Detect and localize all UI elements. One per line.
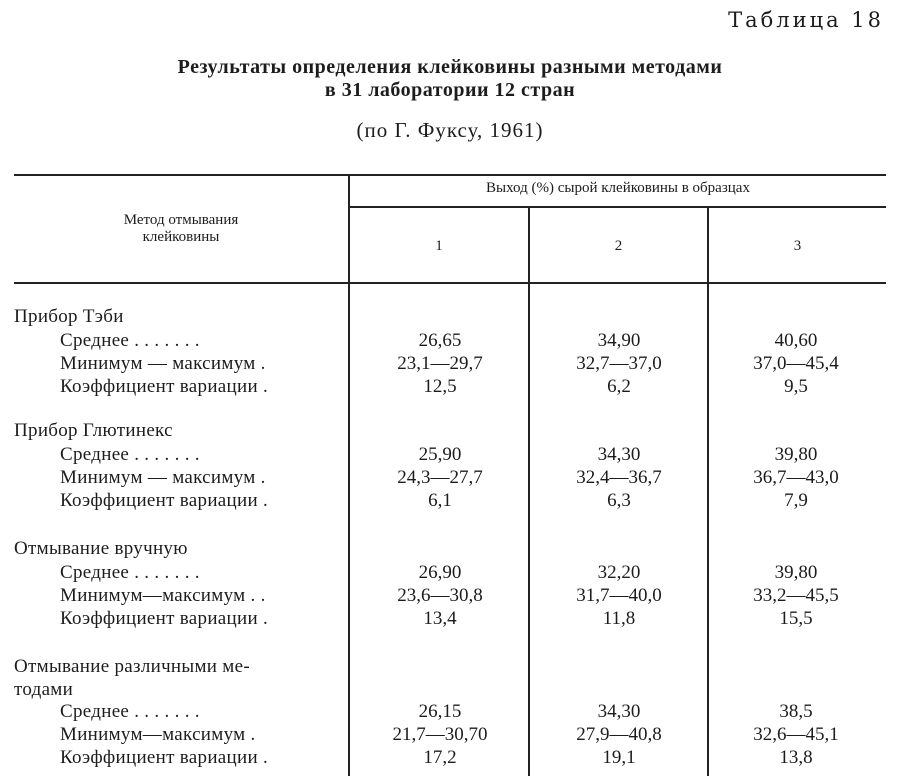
cell-sample-1: 26,90 <box>418 562 462 583</box>
group-title: Прибор Тэби <box>14 306 124 327</box>
row-label: Коэффициент вариации . <box>60 747 269 768</box>
cell-sample-1: 21,7—30,70 <box>392 724 488 745</box>
group-title: Прибор Глютинекс <box>14 420 173 441</box>
header-bottom-rule <box>14 282 886 284</box>
cell-sample-1: 25,90 <box>418 444 462 465</box>
row-label: Коэффициент вариации . <box>60 490 269 511</box>
method-header-line-2: клейковины <box>142 229 220 245</box>
table-number: Таблица 18 <box>728 8 884 32</box>
cell-sample-2: 32,7—37,0 <box>576 353 662 374</box>
group-title-continuation: тодами <box>14 679 74 700</box>
yield-header: Выход (%) сырой клейковины в образцах <box>486 180 750 196</box>
sample-header-1: 1 <box>435 238 443 254</box>
row-label: Минимум—максимум . . <box>60 585 266 606</box>
cell-sample-3: 13,8 <box>779 747 813 768</box>
cell-sample-3: 36,7—43,0 <box>753 467 839 488</box>
table-subtitle: (по Г. Фуксу, 1961) <box>356 118 544 142</box>
cell-sample-3: 9,5 <box>784 376 808 397</box>
group-title: Отмывание различными ме- <box>14 656 250 677</box>
row-label: Среднее . . . . . . . <box>60 701 200 722</box>
cell-sample-2: 6,3 <box>607 490 631 511</box>
row-label: Среднее . . . . . . . <box>60 330 200 351</box>
cell-sample-1: 23,6—30,8 <box>397 585 483 606</box>
group-title: Отмывание вручную <box>14 538 188 559</box>
table-top-rule <box>14 174 886 176</box>
method-header <box>14 212 348 246</box>
cell-sample-1: 12,5 <box>423 376 457 397</box>
header-subrule <box>350 206 886 208</box>
cell-sample-2: 32,4—36,7 <box>576 467 662 488</box>
title-line-1: Результаты определения клейковины разными методами <box>177 56 723 78</box>
cell-sample-2: 34,90 <box>597 330 641 351</box>
cell-sample-1: 26,15 <box>418 701 462 722</box>
row-label: Минимум—максимум . <box>60 724 256 745</box>
method-header-line-1: Метод отмывания <box>123 212 239 228</box>
title-line-2: в 31 лаборатории 12 стран <box>324 79 576 101</box>
cell-sample-1: 24,3—27,7 <box>397 467 483 488</box>
row-label: Минимум — максимум . <box>60 353 266 374</box>
row-label: Среднее . . . . . . . <box>60 562 200 583</box>
cell-sample-1: 6,1 <box>428 490 452 511</box>
cell-sample-3: 7,9 <box>784 490 808 511</box>
cell-sample-1: 26,65 <box>418 330 462 351</box>
cell-sample-3: 37,0—45,4 <box>753 353 839 374</box>
row-label: Среднее . . . . . . . <box>60 444 200 465</box>
row-label: Коэффициент вариации . <box>60 376 269 397</box>
cell-sample-2: 34,30 <box>597 701 641 722</box>
cell-sample-3: 15,5 <box>779 608 813 629</box>
cell-sample-2: 6,2 <box>607 376 631 397</box>
sample-header-3: 3 <box>793 238 802 254</box>
sample-header-2: 2 <box>614 238 623 254</box>
cell-sample-1: 17,2 <box>423 747 457 768</box>
cell-sample-2: 31,7—40,0 <box>576 585 662 606</box>
row-label: Коэффициент вариации . <box>60 608 269 629</box>
cell-sample-3: 32,6—45,1 <box>753 724 839 745</box>
table-title <box>0 56 900 102</box>
cell-sample-3: 40,60 <box>774 330 818 351</box>
cell-sample-3: 33,2—45,5 <box>753 585 839 606</box>
cell-sample-2: 27,9—40,8 <box>576 724 662 745</box>
cell-sample-1: 13,4 <box>423 608 457 629</box>
cell-sample-1: 23,1—29,7 <box>397 353 483 374</box>
cell-sample-3: 38,5 <box>779 701 813 722</box>
row-label: Минимум — максимум . <box>60 467 266 488</box>
cell-sample-2: 11,8 <box>602 608 636 629</box>
cell-sample-2: 32,20 <box>597 562 641 583</box>
cell-sample-2: 34,30 <box>597 444 641 465</box>
cell-sample-3: 39,80 <box>774 562 818 583</box>
cell-sample-3: 39,80 <box>774 444 818 465</box>
cell-sample-2: 19,1 <box>602 747 636 768</box>
